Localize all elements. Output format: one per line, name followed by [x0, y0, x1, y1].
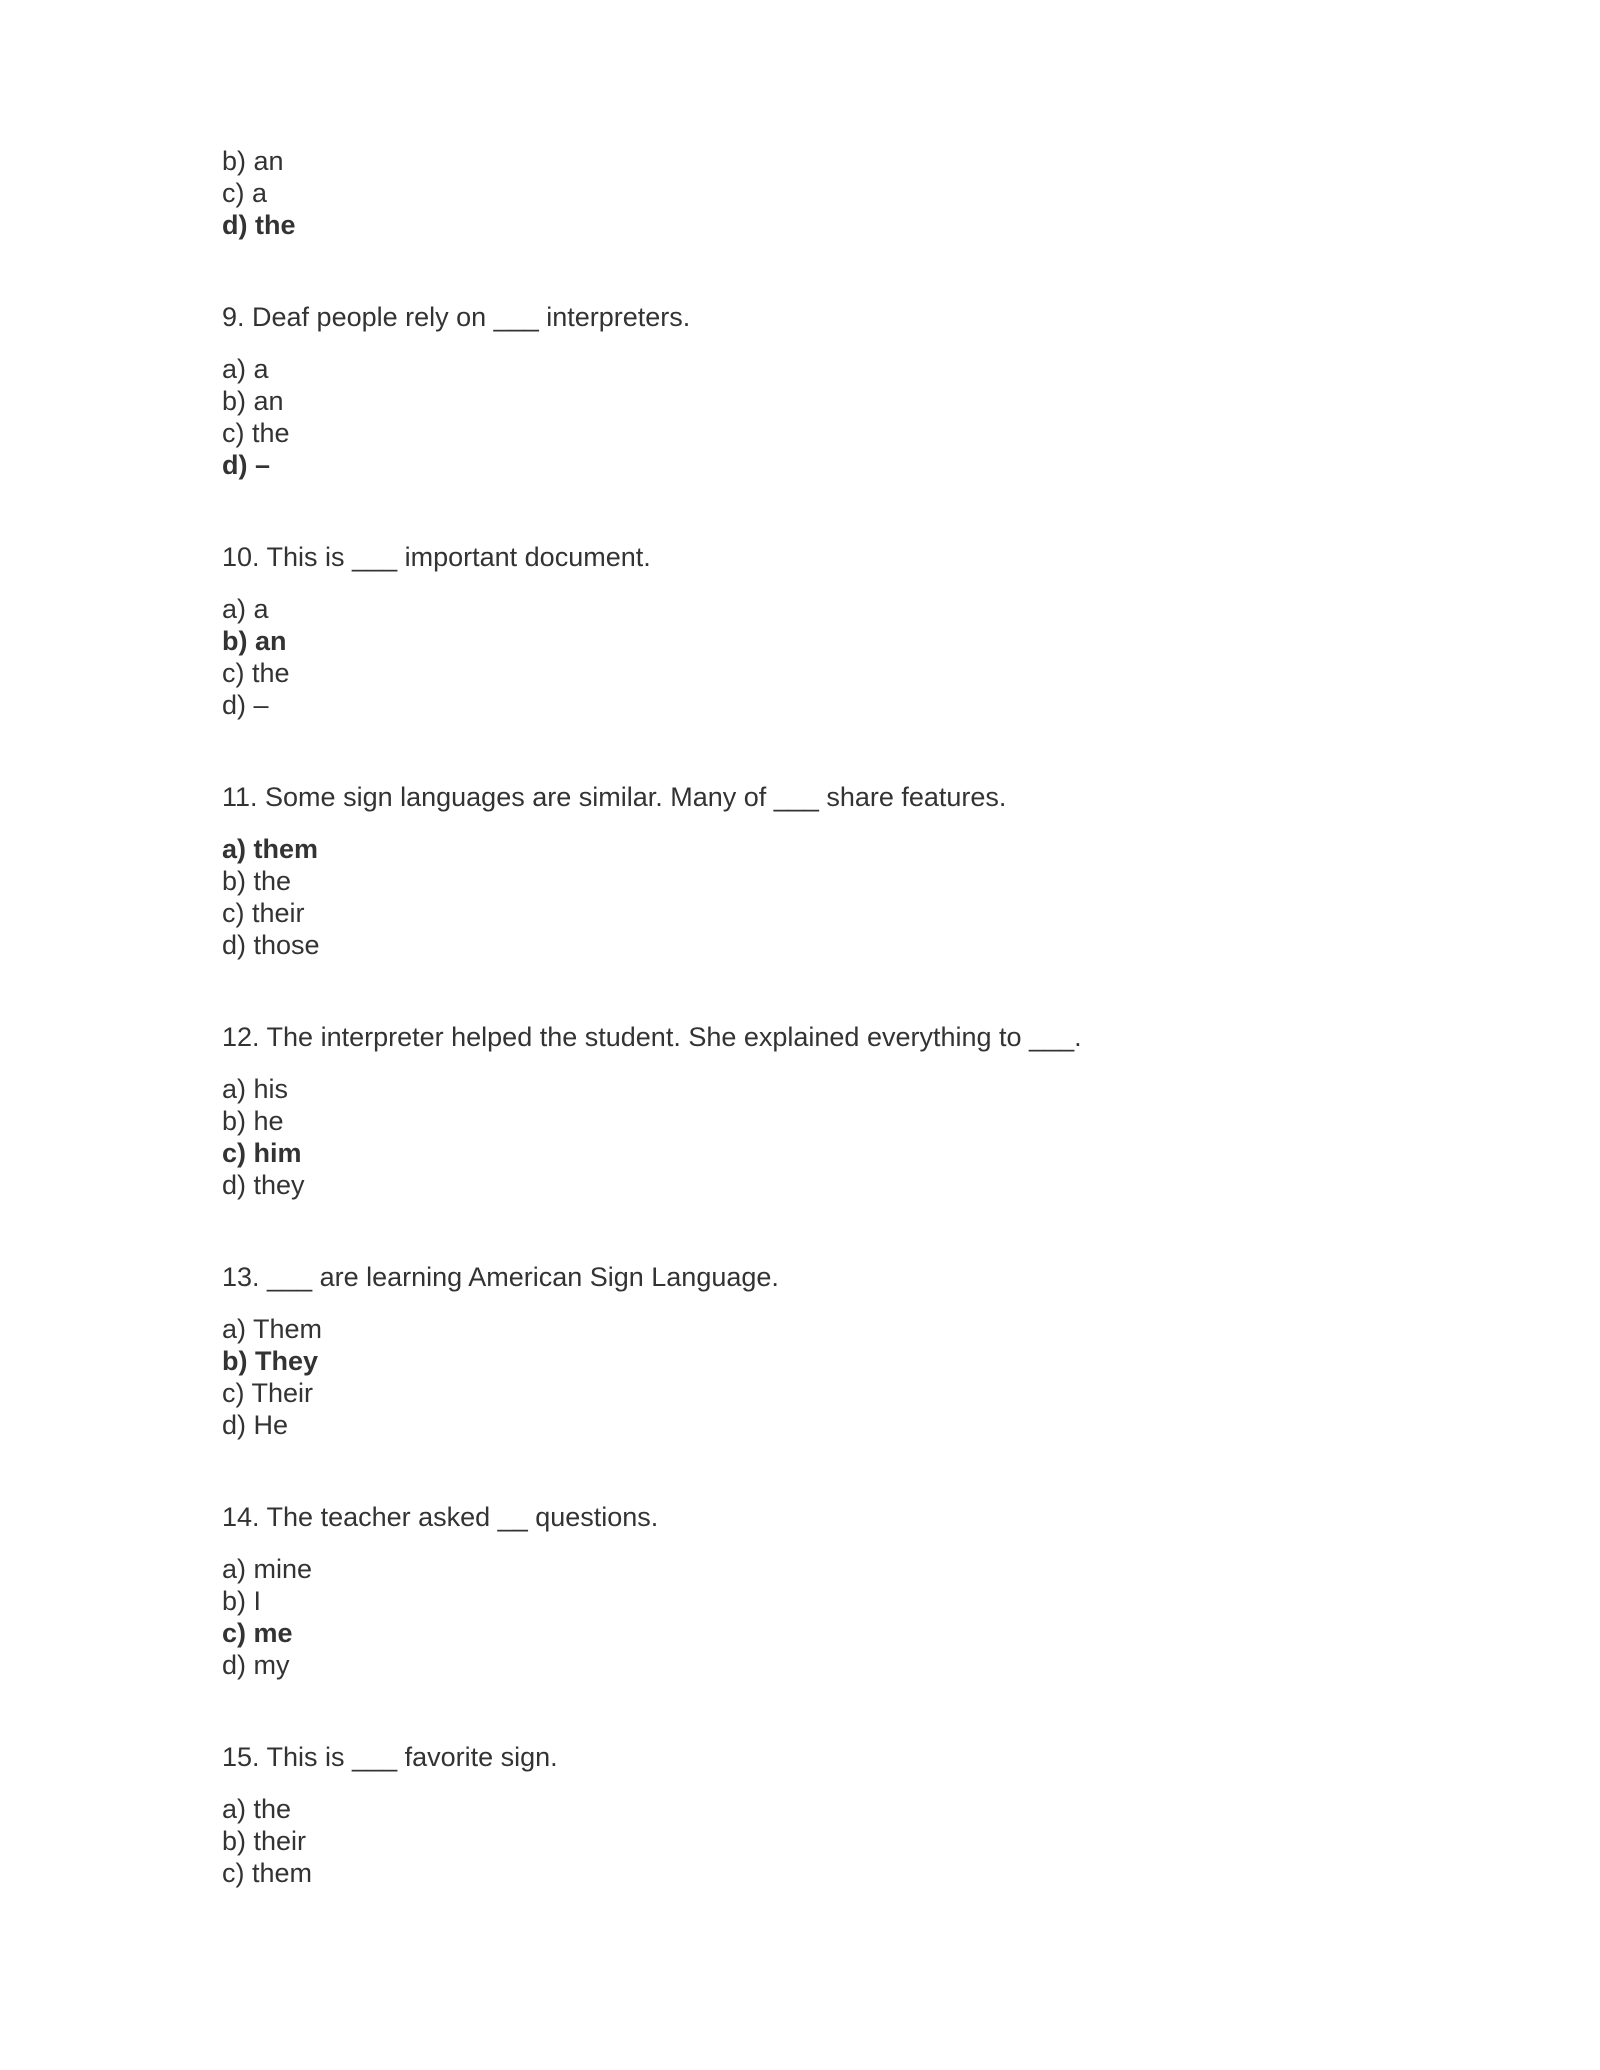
- question-9: [222, 301, 1422, 481]
- option: a) a: [222, 594, 269, 624]
- option: c) them: [222, 1858, 313, 1888]
- option: d) –: [222, 450, 271, 480]
- option: c) him: [222, 1138, 302, 1168]
- answer-options: [222, 1793, 1422, 1889]
- option: d) those: [222, 930, 320, 960]
- question-12: [222, 1021, 1422, 1201]
- option: d) they: [222, 1170, 305, 1200]
- answer-options: [222, 353, 1422, 481]
- question-15: [222, 1741, 1422, 1889]
- option: c) their: [222, 898, 305, 928]
- answer-options: [222, 833, 1422, 961]
- leading-options: [222, 145, 1422, 241]
- option: b) an: [222, 386, 284, 416]
- question-10: [222, 541, 1422, 721]
- option: b) he: [222, 1106, 284, 1136]
- option: a) his: [222, 1074, 289, 1104]
- option: a) a: [222, 354, 269, 384]
- question-13: [222, 1261, 1422, 1441]
- question-text: 15. This is ___ favorite sign.: [222, 1742, 558, 1772]
- option: a) the: [222, 1794, 292, 1824]
- option: c) Their: [222, 1378, 314, 1408]
- answer-options: [222, 1313, 1422, 1441]
- option: b) the: [222, 866, 292, 896]
- question-text: 10. This is ___ important document.: [222, 542, 651, 572]
- option: c) the: [222, 418, 290, 448]
- question-text: 14. The teacher asked __ questions.: [222, 1502, 659, 1532]
- option: b) an: [222, 146, 284, 176]
- question-text: 9. Deaf people rely on ___ interpreters.: [222, 302, 691, 332]
- question-text: 12. The interpreter helped the student. She explained everything to ___.: [222, 1022, 1082, 1052]
- option: a) Them: [222, 1314, 323, 1344]
- answer-options: [222, 1553, 1422, 1681]
- answer-options: [222, 1073, 1422, 1201]
- option: d) my: [222, 1650, 290, 1680]
- option: a) mine: [222, 1554, 313, 1584]
- answer-options: [222, 593, 1422, 721]
- question-11: [222, 781, 1422, 961]
- option: c) me: [222, 1618, 293, 1648]
- option: d) the: [222, 210, 296, 240]
- option: d) He: [222, 1410, 289, 1440]
- option: a) them: [222, 834, 319, 864]
- option: d) –: [222, 690, 269, 720]
- option: c) a: [222, 178, 268, 208]
- option: b) their: [222, 1826, 307, 1856]
- question-14: [222, 1501, 1422, 1681]
- question-text: 11. Some sign languages are similar. Many of ___ share features.: [222, 782, 1007, 812]
- option: b) an: [222, 626, 287, 656]
- question-text: 13. ___ are learning American Sign Language.: [222, 1262, 779, 1292]
- option: c) the: [222, 658, 290, 688]
- option: b) I: [222, 1586, 262, 1616]
- option: b) They: [222, 1346, 319, 1376]
- document-page: [222, 145, 1422, 1889]
